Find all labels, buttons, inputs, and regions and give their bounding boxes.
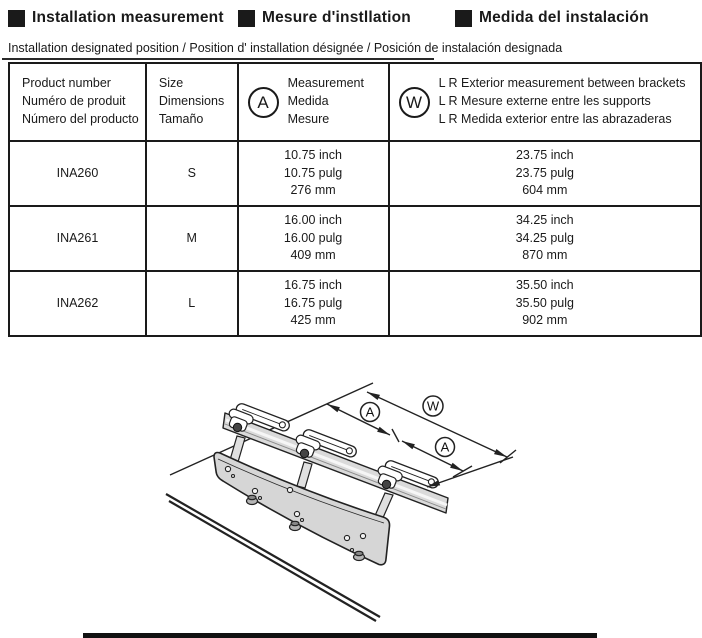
bottom-section-bar <box>83 633 597 638</box>
svg-text:A: A <box>440 439 450 455</box>
svg-text:W: W <box>426 398 440 414</box>
header-measurement-a <box>238 63 389 141</box>
value-line: 23.75 pulg <box>515 165 574 180</box>
header-line: L R Mesure externe entre les supports <box>438 94 651 109</box>
header-line: Measurement <box>287 76 364 91</box>
subtitle-rule <box>2 58 434 60</box>
header-product-number <box>9 63 146 141</box>
dim-label-a2 <box>436 438 455 457</box>
value-line: 16.00 inch <box>284 212 342 227</box>
value-line: 10.75 inch <box>284 147 342 162</box>
section-title-fr: Mesure d'instllation <box>262 9 411 26</box>
cell-measurement-a <box>238 271 389 336</box>
header-line: Product number <box>22 76 111 91</box>
cell-size: M <box>146 206 238 271</box>
header-line: Número del producto <box>22 111 139 126</box>
header-line: L R Exterior measurement between brackets <box>438 76 686 91</box>
cell-product: INA261 <box>9 206 146 271</box>
cell-product: INA262 <box>9 271 146 336</box>
value-line: 604 mm <box>522 183 568 198</box>
cell-size: L <box>146 271 238 336</box>
table-row-ina262 <box>9 271 701 336</box>
installation-diagram <box>0 360 702 638</box>
black-square-icon <box>238 10 255 27</box>
value-line: 23.75 inch <box>515 147 574 162</box>
measurement-table <box>8 62 702 337</box>
subtitle: Installation designated position / Position d' installation désignée / Posición de instalación designada <box>8 41 563 55</box>
value-line: 16.75 pulg <box>283 295 343 310</box>
circle-w-icon: W <box>399 87 430 118</box>
table-header-row <box>9 63 701 141</box>
header-size <box>146 63 238 141</box>
value-line: 276 mm <box>290 183 336 198</box>
black-square-icon <box>8 10 25 27</box>
cell-product: INA260 <box>9 141 146 206</box>
value-line: 35.50 inch <box>515 277 574 292</box>
circle-a-icon: A <box>248 87 279 118</box>
cell-measurement-a <box>238 141 389 206</box>
black-square-icon <box>455 10 472 27</box>
header-line: Tamaño <box>158 111 204 126</box>
cell-measurement-w <box>389 141 701 206</box>
value-line: 35.50 pulg <box>515 295 574 310</box>
table-row-ina260 <box>9 141 701 206</box>
header-line: Dimensions <box>158 94 225 109</box>
value-line: 16.75 inch <box>284 277 342 292</box>
cell-size: S <box>146 141 238 206</box>
header-line: L R Medida exterior entre las abrazaderas <box>438 111 672 126</box>
dim-label-a1 <box>361 403 380 422</box>
value-line: 870 mm <box>522 248 568 263</box>
svg-text:A: A <box>365 404 375 420</box>
section-title-es: Medida del instalación <box>479 9 649 26</box>
cell-measurement-w <box>389 271 701 336</box>
value-line: 425 mm <box>290 313 336 328</box>
header-line: Medida <box>287 94 329 109</box>
header-line: Size <box>158 76 184 91</box>
section-header-fr <box>238 8 411 28</box>
section-title-en: Installation measurement <box>32 9 224 26</box>
value-line: 902 mm <box>522 313 568 328</box>
section-header-es <box>455 8 649 28</box>
dim-label-w <box>423 396 443 416</box>
cell-measurement-a <box>238 206 389 271</box>
table-row-ina261 <box>9 206 701 271</box>
value-line: 409 mm <box>290 248 336 263</box>
header-line: Mesure <box>287 111 330 126</box>
section-header-en <box>8 8 224 28</box>
cell-measurement-w <box>389 206 701 271</box>
value-line: 34.25 pulg <box>515 230 574 245</box>
header-line: Numéro de produit <box>22 94 126 109</box>
header-measurement-w <box>389 63 701 141</box>
value-line: 34.25 inch <box>515 212 574 227</box>
value-line: 16.00 pulg <box>283 230 343 245</box>
value-line: 10.75 pulg <box>283 165 343 180</box>
